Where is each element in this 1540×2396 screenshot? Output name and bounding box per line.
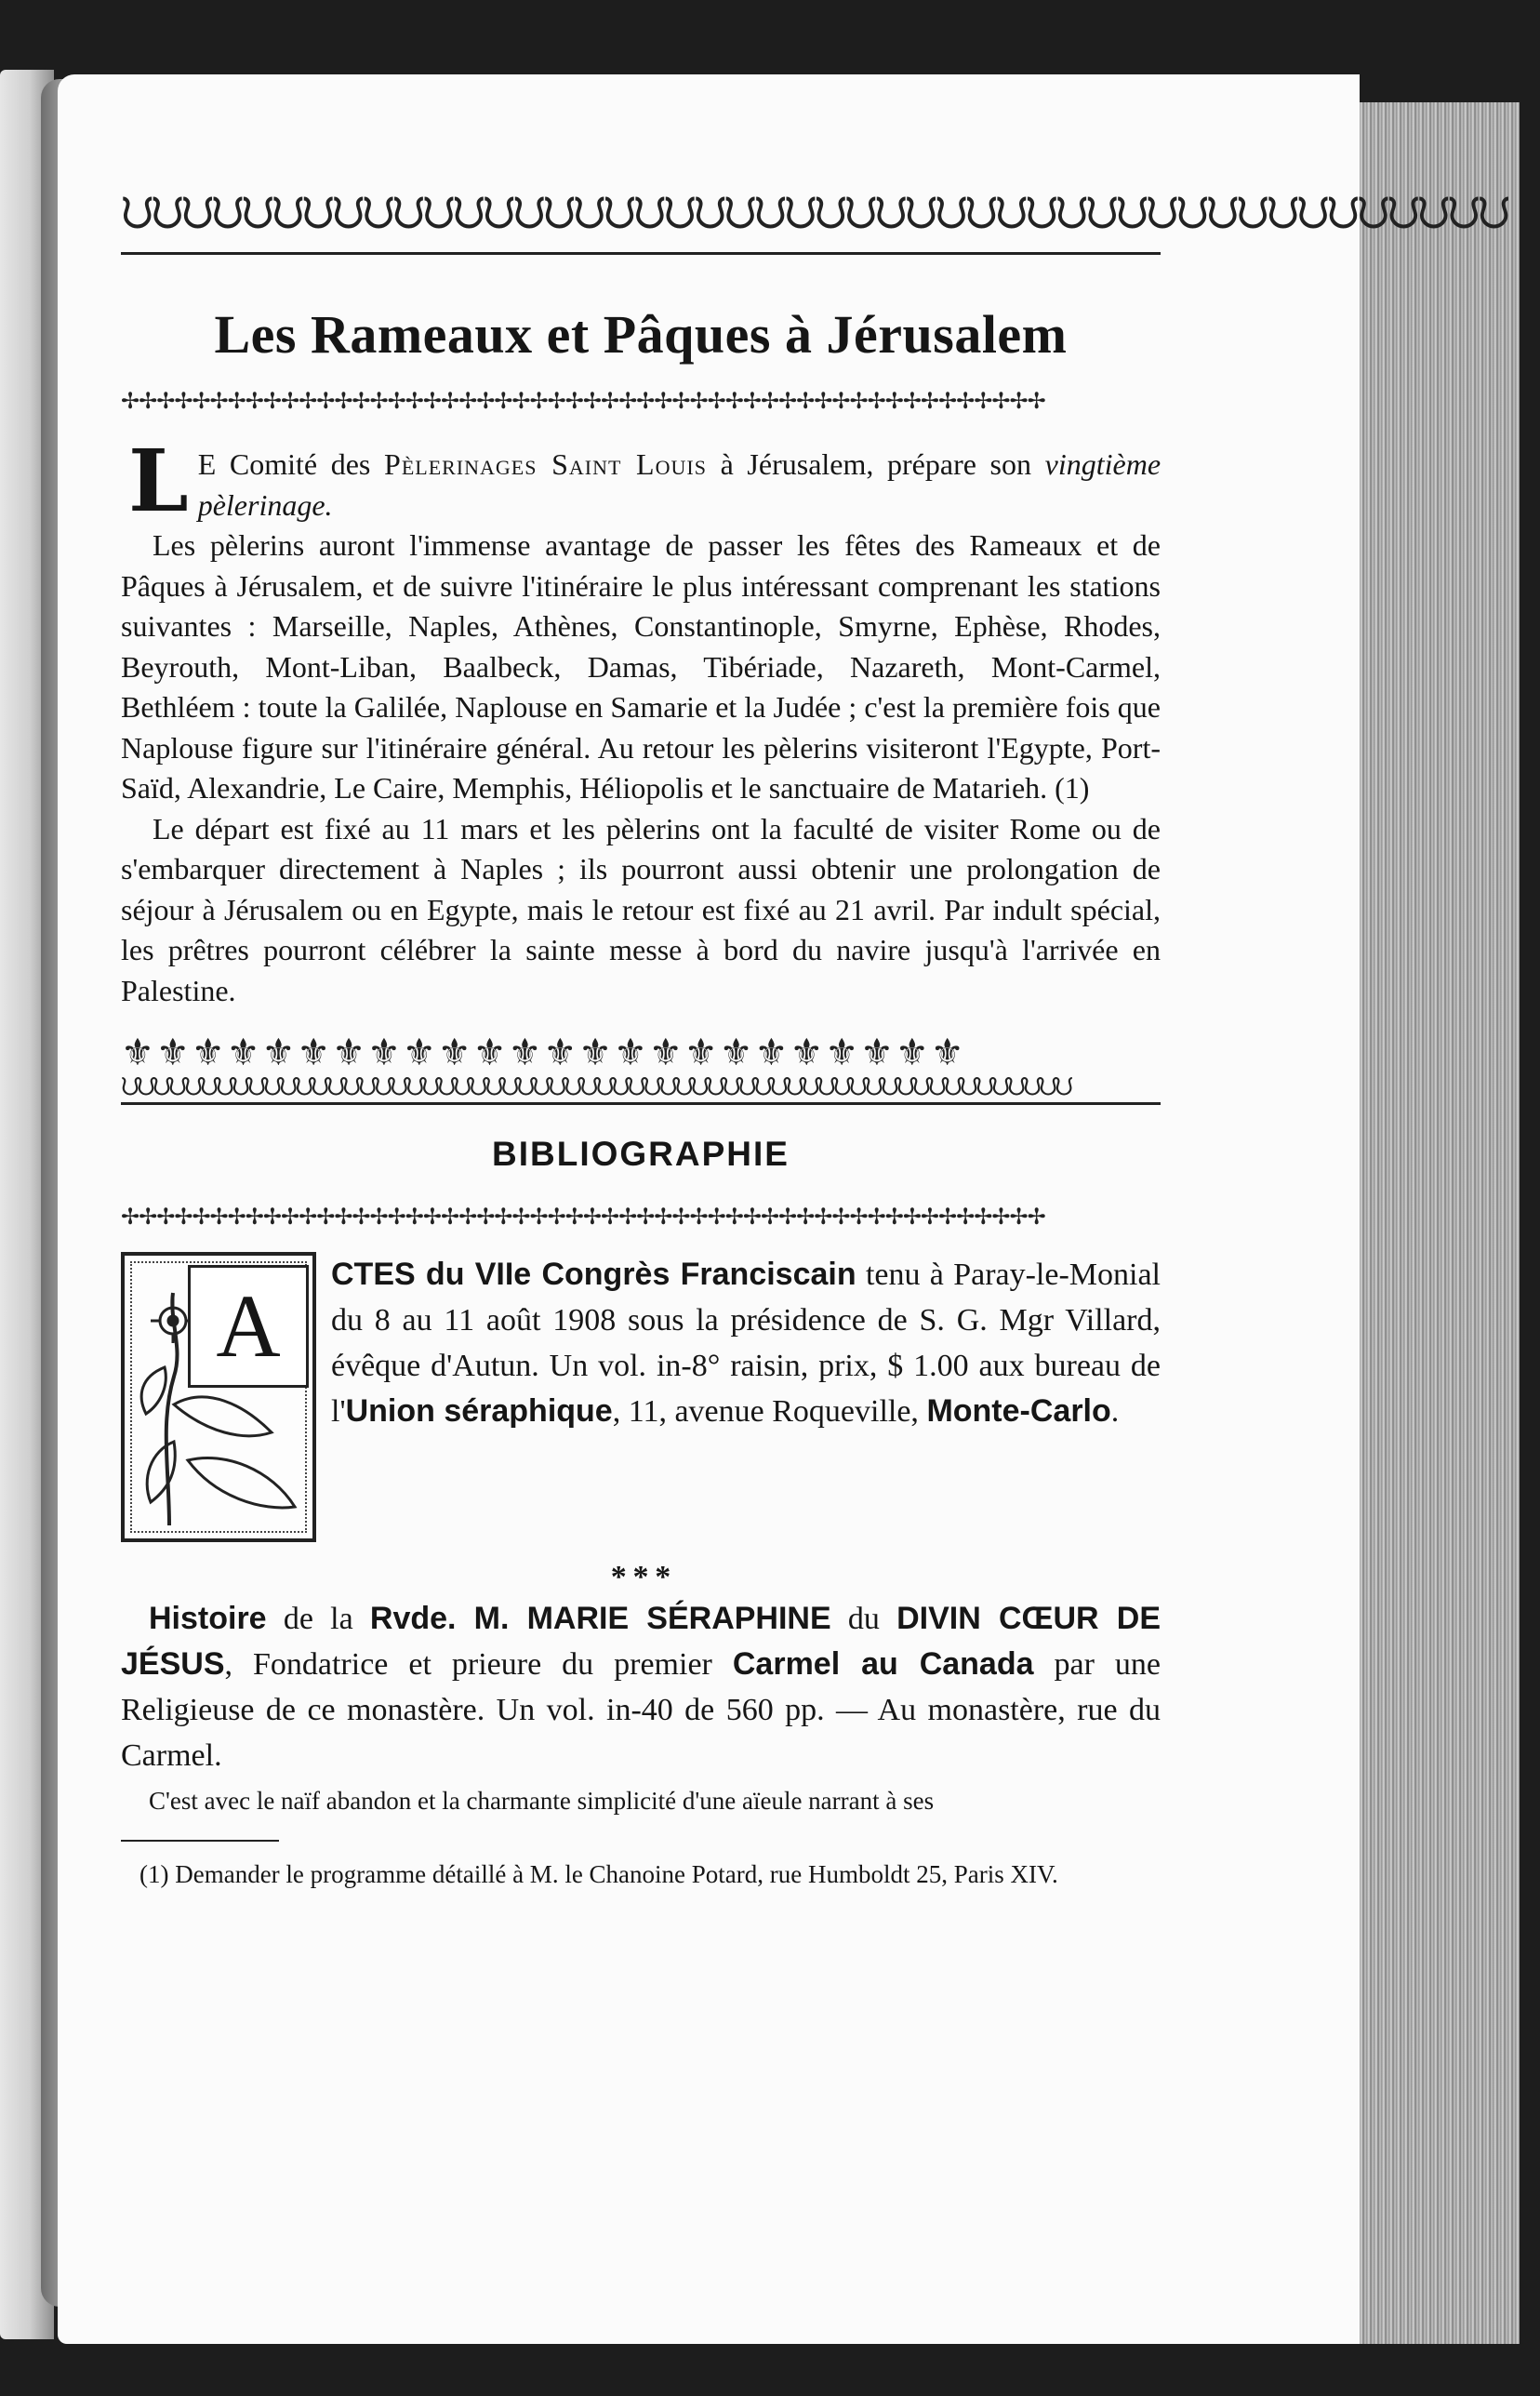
page-content <box>121 186 1508 1892</box>
tulip-ornament-glyphs: ᙀᙀᙀᙀᙀᙀᙀᙀᙀᙀᙀᙀᙀᙀᙀᙀᙀᙀᙀᙀᙀᙀᙀᙀᙀᙀᙀᙀᙀᙀᙀᙀᙀᙀᙀᙀᙀᙀᙀᙀᙀᙀᙀᙀᙀᙀ <box>121 190 1508 237</box>
histoire-word: Histoire <box>149 1601 267 1636</box>
actes-entry <box>121 1252 1161 1548</box>
publisher-union: Union séraphique <box>345 1393 613 1429</box>
page-edges <box>1360 102 1520 2344</box>
fleur-de-lis-border: ⚜⚜⚜⚜⚜⚜⚜⚜⚜⚜⚜⚜⚜⚜⚜⚜⚜⚜⚜⚜⚜⚜⚜⚜ <box>121 1032 966 1073</box>
bibliography-dotted-border: ✢✢✢✢✢✢✢✢✢✢✢✢✢✢✢✢✢✢✢✢✢✢✢✢✢✢✢✢✢✢✢✢✢✢✢✢✢✢✢✢✢✢✢✢✢✢✢✢✢✢✢✢ <box>121 1205 1045 1230</box>
review-opening-line: C'est avec le naïf abandon et la charmante simplicité d'une aïeule narrant à ses <box>149 1787 935 1815</box>
publisher-address: , 11, avenue Roqueville, <box>612 1394 919 1429</box>
histoire-text-3: , Fondatrice et prieure du premier <box>224 1647 712 1682</box>
article-title: Les Rameaux et Pâques à Jérusalem <box>214 304 1068 365</box>
histoire-text-1: de la <box>283 1602 353 1636</box>
histoire-carmel: Carmel au Canada <box>732 1646 1034 1682</box>
organisation-name: Pèlerinages Saint Louis <box>384 447 707 481</box>
article-paragraph-itinerary: Les pèlerins auront l'immense avantage de passer les fêtes des Rameaux et de Pâques à Jérusalem, et de suivre l'itinéraire le plus intéressant comprenant les stations suivantes : Marseille, Naples, Athènes, Constantinople, Smyrne, Ephèse, Rhodes, Beyrouth, Mont-Liban, Baalbeck, Damas, Tibériade, Nazareth, Mont-Carmel, Bethléem : toute la Galilée, Naplouse en Samarie et la Judée ; c'est la première fois que Naplouse figure sur l'itinéraire général. Au retour les pèlerins visiteront l'Egypte, Port-Saïd, Alexandrie, Le Caire, Memphis, Héliopolis et le sanctuaire de Matarieh. (1) <box>121 528 1161 805</box>
dotted-cross-border: ✢✢✢✢✢✢✢✢✢✢✢✢✢✢✢✢✢✢✢✢✢✢✢✢✢✢✢✢✢✢✢✢✢✢✢✢✢✢✢✢✢✢✢✢✢✢✢✢✢✢✢✢ <box>121 390 1045 414</box>
intro-paragraph <box>121 431 1162 531</box>
initial-letter: A <box>216 1276 281 1376</box>
publisher-city: Monte-Carlo <box>926 1393 1111 1429</box>
footnote-rule <box>121 1840 279 1842</box>
intro-rest: à Jérusalem, prépare son <box>720 447 1032 481</box>
histoire-subject-title: DIVIN CŒUR DE JÉSUS <box>121 1601 1162 1682</box>
footnote: (1) Demander le programme détaillé à M. le Chanoine Potard, rue Humboldt 25, Paris XIV. <box>139 1860 1058 1888</box>
actes-details: tenu à Paray-le-Monial du 8 au 11 août 1908 sous la présidence de S. G. Mgr Villard, évêque d'Autun. Un vol. in-8° raisin, prix, $ 1.00 aux bureau de l' <box>331 1258 1161 1429</box>
bibliography-heading: BIBLIOGRAPHIE <box>492 1135 790 1173</box>
article-paragraph-departure: Le départ est fixé au 11 mars et les pèlerins ont la faculté de visiter Rome ou de s'embarquer directement à Naples ; ils pourront aussi obtenir une prolongation de séjour à Jérusalem ou en Egypte, mais le retour est fixé au 21 avril. Par indult spécial, les prêtres pourront célébrer la sainte messe à bord du navire jusqu'à l'arrivée en Palestine. <box>121 811 1161 1007</box>
histoire-subject: Rvde. M. MARIE SÉRAPHINE <box>369 1601 831 1636</box>
initial-letter-box <box>188 1265 309 1388</box>
congress-title: CTES du VIIe Congrès Franciscain <box>331 1257 856 1292</box>
tulip-border-ornament <box>121 186 1508 264</box>
histoire-text-2: du <box>847 1602 880 1636</box>
small-tulip-border: ᙀᙀᙀᙀᙀᙀᙀᙀᙀᙀᙀᙀᙀᙀᙀᙀᙀᙀᙀᙀᙀᙀᙀᙀᙀᙀᙀᙀᙀᙀᙀᙀᙀᙀᙀᙀᙀᙀᙀᙀᙀᙀᙀᙀᙀᙀᙀᙀᙀᙀᙀᙀᙀᙀᙀᙀᙀᙀᙀᙀ <box>121 1073 1071 1100</box>
border-rule <box>121 1102 1161 1105</box>
asterism-separator: * * * <box>610 1560 671 1594</box>
drop-cap-letter: L <box>128 431 189 531</box>
intro-lead: E Comité des <box>197 447 371 481</box>
histoire-entry <box>121 1596 1161 1778</box>
intro-italic: vingtième pèlerinage. <box>197 447 1162 522</box>
illuminated-initial <box>121 1252 316 1542</box>
ornament-rule <box>121 252 1161 255</box>
histoire-text-4: par une Religieuse de ce monastère. Un vol. in-40 de 560 pp. — Au monastère, rue du Carmel. <box>121 1647 1162 1773</box>
actes-end: . <box>1110 1394 1120 1429</box>
